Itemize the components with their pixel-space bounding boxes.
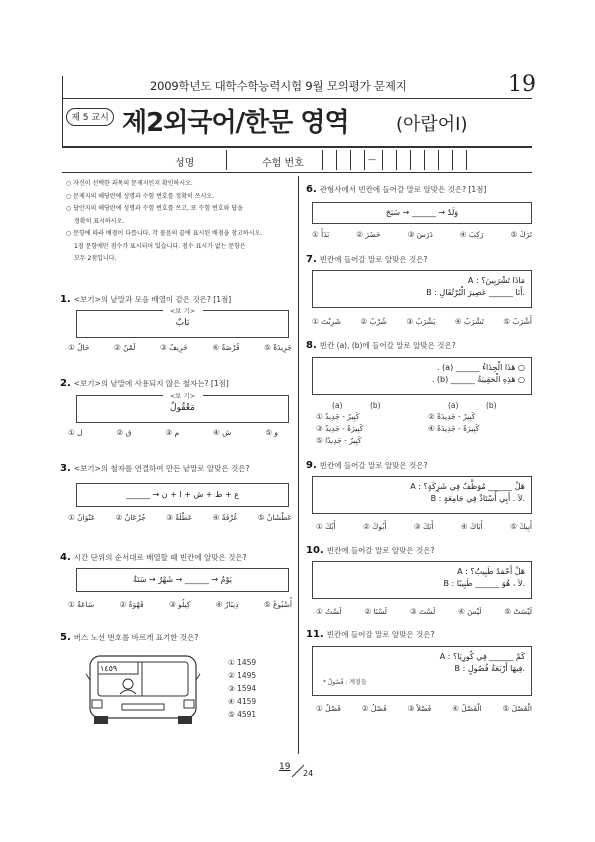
options-q3	[68, 513, 292, 522]
subject-title: 제2외국어/한문 영역	[122, 108, 349, 138]
period-badge: 제 5 교시	[66, 108, 114, 126]
options-q1	[68, 343, 292, 352]
option-3[interactable]: ③ أَبَكَ	[413, 522, 434, 531]
option-4[interactable]: ④ تَشْرَبُ	[454, 317, 484, 326]
notice-item: 모두 2점입니다.	[74, 255, 117, 262]
option-1[interactable]: ① بَدَأَ	[312, 230, 330, 239]
option-4[interactable]: ④ قُرْصَةٌ	[212, 343, 240, 352]
page-footer: 19 24	[279, 762, 314, 778]
page-number: 19	[508, 72, 536, 97]
notice-item: ○ 답안지의 해당란에 성명과 수험 번호를 쓰고, 또 수험 번호와 답을	[66, 205, 243, 212]
option-5[interactable]: ⑤ عَطْشَانٌ	[257, 513, 292, 522]
example-box: <보 기> مَعْقُولٌ	[76, 395, 289, 423]
question-4: 4. 시간 단위의 순서대로 배열할 때 빈칸에 알맞은 것은?	[60, 552, 247, 563]
option-1[interactable]: ① شَرِبْتَ	[312, 317, 341, 326]
option-5[interactable]: ⑤ أَبِيكَ	[510, 522, 532, 531]
option-5[interactable]: ⑤ 4591	[228, 710, 257, 719]
example-box: <보 기> بَابٌ	[76, 310, 289, 338]
option-5[interactable]: ⑤ جَرِيدَةٌ	[264, 343, 292, 352]
option-3[interactable]: ③ خَرِيفٌ	[160, 343, 188, 352]
option-3[interactable]: ③ م	[165, 428, 180, 437]
option-2[interactable]: ② شُرْبٌ	[360, 317, 387, 326]
option-3[interactable]: ③ دَرَسَ	[407, 230, 433, 239]
col-head-b: (b)	[486, 401, 497, 410]
bus-number: ١٤٥٩	[100, 664, 118, 673]
option-4[interactable]: ④ كَبِيرَةٌ - جَدِيدَةٌ	[428, 424, 480, 433]
exam-title: 2009학년도 대학수학능력시험 9월 모의평가 문제지	[150, 79, 407, 93]
dialog-box: ○ هَذَا الْحِذَاءُ ______ (a) . ○ هَذِهِ الْحَقِيبَةُ ______ (b) .	[312, 357, 532, 395]
option-5[interactable]: ⑤ أُسْبُوعٌ	[263, 600, 292, 609]
option-5[interactable]: ⑤ أَشْرَبُ	[503, 317, 532, 326]
option-1[interactable]: ① لَسْتُ	[316, 607, 342, 616]
dialog-box: A : هَلْ أَحْمَدُ طَبِيبٌ؟ B : لاَ ، هُوَ ______ طَبِيبًا.	[312, 561, 532, 599]
col-head-a: (a)	[448, 401, 459, 410]
notice-item: ○ 문제지의 해당란에 성명과 수험 번호를 정확히 쓰시오.	[66, 192, 215, 200]
option-4[interactable]: ④ غُرْفَةٌ	[212, 513, 238, 522]
question-10: 10. 빈칸에 들어갈 말로 알맞은 것은?	[306, 545, 435, 556]
option-1[interactable]: ① عَنْوَانٌ	[68, 513, 96, 522]
option-4[interactable]: ④ أَبَاكَ	[460, 522, 483, 531]
option-2[interactable]: ② 1495	[228, 671, 257, 680]
question-2: 2. <보기>의 낱말에 사용되지 않은 철자는? [1점]	[60, 378, 229, 389]
question-8: 8. 빈칸 (a), (b)에 들어갈 말로 알맞은 것은?	[306, 340, 456, 351]
option-1[interactable]: ① كَبِيرٌ - جَدِيدٌ	[316, 412, 360, 421]
options-q11	[316, 704, 532, 713]
option-3[interactable]: ③ لَسْتَ	[409, 607, 436, 616]
option-1[interactable]: ① فَصْلٌ	[316, 704, 341, 713]
question-5: 5. 버스 노선 번호를 바르게 표기한 것은?	[60, 632, 199, 643]
question-6: 6. 관형사에서 빈칸에 들어갈 말로 알맞은 것은? [1점]	[306, 184, 487, 195]
notice-item: 정확히 표시하시오.	[74, 217, 125, 225]
col-head-b: (b)	[370, 401, 381, 410]
option-1[interactable]: ① 1459	[228, 658, 257, 667]
example-box: ع + ط + ش + ا + ن → ______	[76, 483, 289, 507]
options-q9	[316, 522, 532, 531]
options-q2	[68, 428, 278, 437]
option-3[interactable]: ③ كِيلُو	[169, 600, 191, 609]
option-2[interactable]: ② قَهْوَةٌ	[119, 600, 144, 609]
option-2[interactable]: ② فَصْلُ	[361, 704, 387, 713]
example-box: وَلَدٌ → ______ → سَبَحَ	[312, 202, 532, 224]
options-q6	[312, 230, 532, 239]
option-5[interactable]: ⑤ لَيْسَتْ	[504, 607, 532, 616]
name-label: 성명	[175, 158, 195, 169]
options-q7	[312, 317, 532, 326]
option-2[interactable]: ② حَضَرَ	[356, 230, 381, 239]
options-q10	[316, 607, 532, 616]
question-11: 11. 빈칸에 들어갈 말로 알맞은 것은?	[306, 629, 435, 640]
option-5[interactable]: ⑤ تَرَكَ	[510, 230, 532, 239]
option-4[interactable]: ④ ش	[213, 428, 232, 437]
option-5[interactable]: ⑤ الْفَصْلَ	[502, 704, 532, 713]
question-1: 1. <보기>의 낱말과 모음 배열이 같은 것은? [1점]	[60, 294, 232, 305]
options-q5	[228, 656, 256, 721]
option-2[interactable]: ② لَسْنَا	[364, 607, 387, 616]
notice-item: 1점 문항에만 점수가 표시되어 있습니다. 점수 표시가 없는 문항은	[74, 242, 246, 250]
subject-subtitle: (아랍어Ⅰ)	[396, 114, 468, 135]
bus-illustration	[84, 650, 204, 730]
footnote: * فُصُولٌ : 계절들	[323, 679, 367, 686]
option-3[interactable]: ③ عَطْلَةٌ	[166, 513, 193, 522]
option-2[interactable]: ② كَبِيرٌ - جَدِيدَةٌ	[428, 412, 476, 421]
option-4[interactable]: ④ 4159	[228, 697, 257, 706]
question-9: 9. 빈칸에 들어갈 말로 알맞은 것은?	[306, 460, 428, 471]
options-q4	[68, 600, 292, 609]
option-4[interactable]: ④ الْفَصْلُ	[452, 704, 482, 713]
option-4[interactable]: ④ رَكِبَ	[459, 230, 484, 239]
option-5[interactable]: ⑤ كَبِيرٌ - جَدِيدًا	[316, 436, 362, 445]
exam-no-label: 수험 번호	[262, 158, 304, 169]
col-head-a: (a)	[332, 401, 343, 410]
question-7: 7. 빈칸에 들어갈 말로 알맞은 것은?	[306, 254, 428, 265]
notice-item: ○ 문항에 따라 배점이 다릅니다. 각 물음의 끝에 표시된 배점을 참고하시오.	[66, 230, 263, 237]
option-1[interactable]: ① حَالٌ	[68, 343, 90, 352]
option-2[interactable]: ② جُرْعَانٌ	[115, 513, 146, 522]
example-box: يَوْمٌ → ______ → شَهْرٌ → سَنَةٌ	[76, 568, 289, 592]
option-1[interactable]: ① سَاعَةٌ	[68, 600, 95, 609]
question-3: 3. <보기>의 철자를 연결하여 만든 낱말로 알맞은 것은?	[60, 463, 250, 474]
option-4[interactable]: ④ دِينَارٌ	[215, 600, 239, 609]
option-2[interactable]: ② ق	[116, 428, 132, 437]
notice-list	[66, 178, 292, 266]
option-3[interactable]: ③ كَبِيرَةٌ - جَدِيدٌ	[316, 424, 364, 433]
notice-item: ○ 자신이 선택한 과목의 문제지인지 확인하시오.	[66, 180, 193, 187]
dialog-box: A : مَاذَا تَشْرَبِينَ؟ B : أَنَا ______ عَصِيرَ الْبُرْتُقَالِ.	[312, 270, 532, 308]
dialog-box: A : كَمْ ______ فِي كُورِيَا؟ B : فِيهَا أَرْبَعَةُ فُصُولٍ. * فُصُولٌ : 계절들	[312, 646, 532, 696]
option-1[interactable]: ① ل	[68, 428, 83, 437]
option-3[interactable]: ③ فَصْلاً	[407, 704, 432, 713]
dialog-box: A : هَلْ ______ مُوَظَّفٌ فِي شَرِكَةٍ؟ B : لاَ . أَبِي أُسْتَاذٌ فِي جَامِعَةٍ.	[312, 476, 532, 514]
option-3[interactable]: ③ يَشْرَبُ	[406, 317, 436, 326]
option-1[interactable]: ① أَبُكَ	[316, 522, 336, 531]
option-5[interactable]: ⑤ و	[265, 428, 278, 437]
option-2[interactable]: ② لَمْنٌ	[114, 343, 136, 352]
option-3[interactable]: ③ 1594	[228, 684, 257, 693]
option-2[interactable]: ② أَبُوكَ	[363, 522, 387, 531]
option-4[interactable]: ④ لَيْسَ	[458, 607, 482, 616]
